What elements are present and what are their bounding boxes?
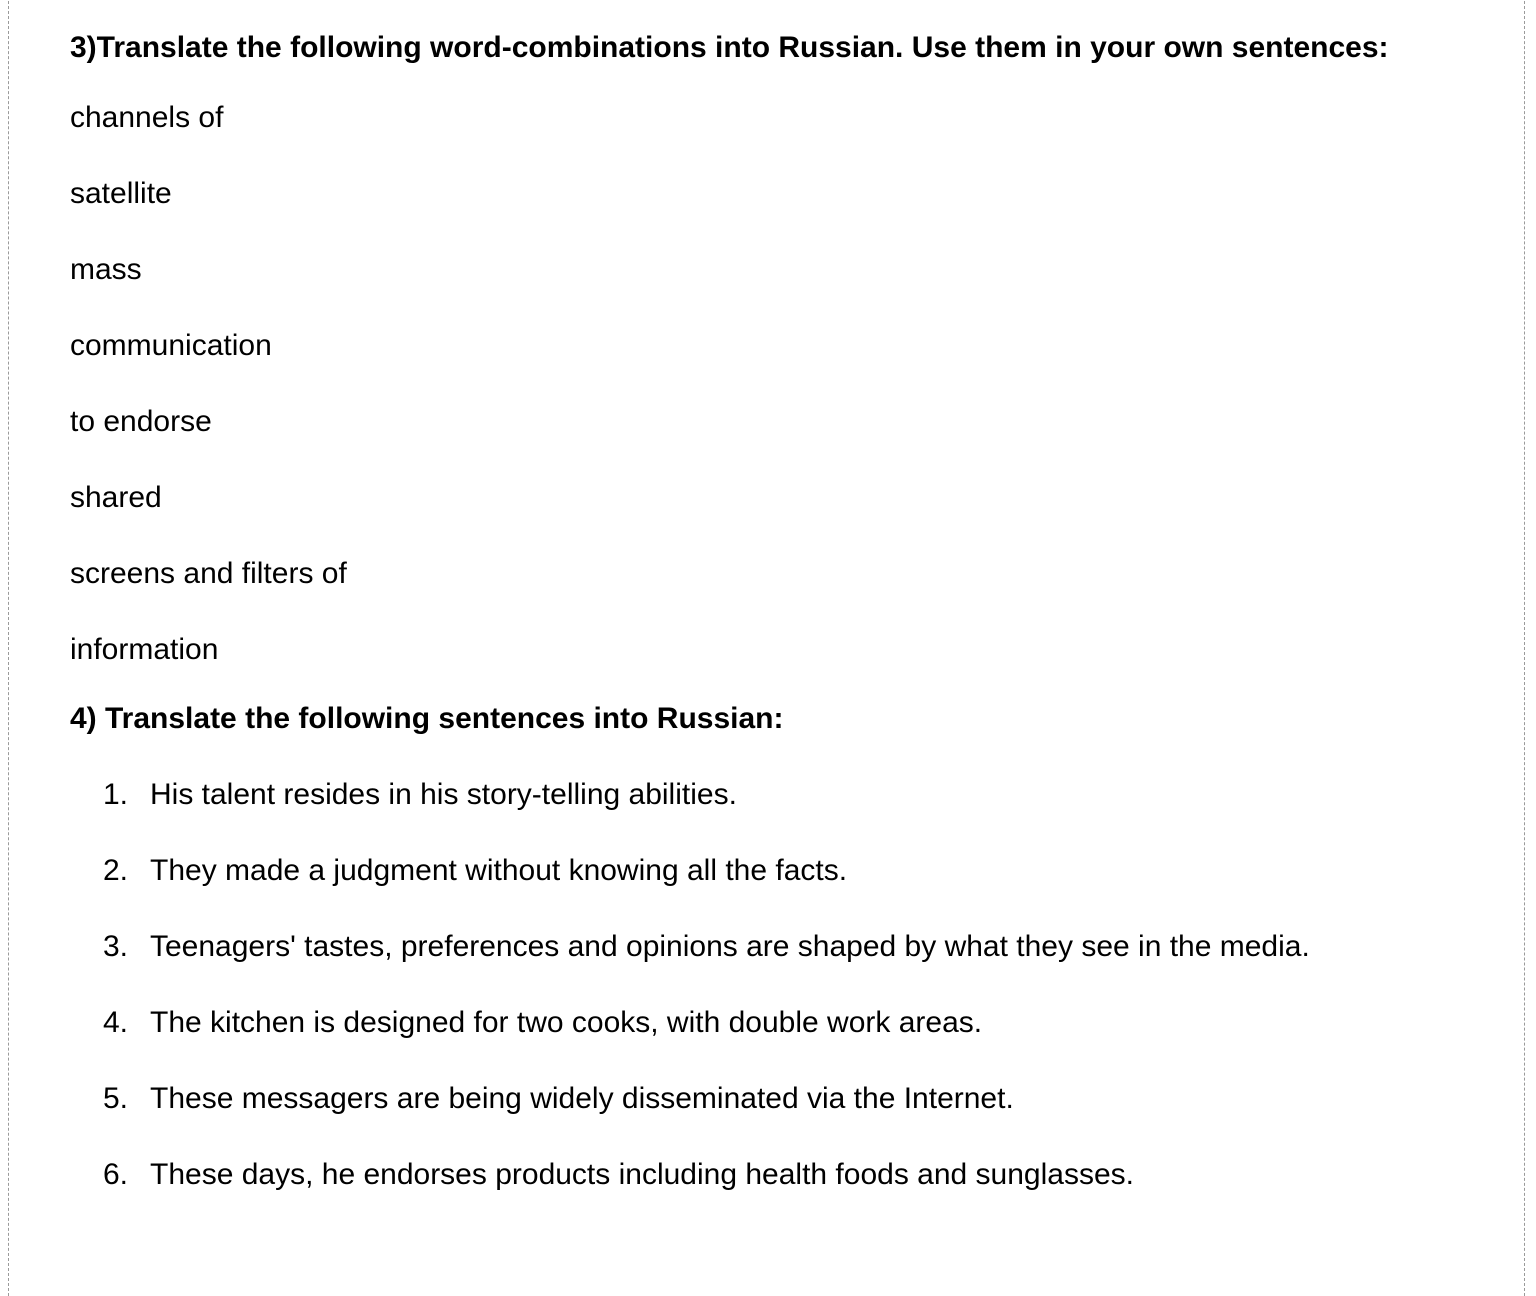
list-item: shared [70,481,162,514]
sentence-item [70,1081,1490,1117]
list-item: communication [70,329,272,362]
list-item: satellite [70,177,172,210]
sentence-number: 4. [103,1006,129,1039]
sentence-text: These messagers are being widely disseminated via the Internet. [150,1082,1014,1115]
section-3-heading: 3)Translate the following word-combinations into Russian. Use them in your own sentences: [70,31,1389,64]
word-combination-list [70,100,1490,668]
sentence-number: 2. [103,854,129,887]
list-item: channels of [70,101,224,134]
sentence-text: The kitchen is designed for two cooks, with double work areas. [150,1006,983,1039]
sentence-text: These days, he endorses products including health foods and sunglasses. [150,1158,1134,1191]
sentence-number: 3. [103,930,129,963]
list-item: information [70,633,219,666]
sentence-number: 5. [103,1082,129,1115]
sentence-item [70,777,1490,813]
sentence-text: Teenagers' tastes, preferences and opinions are shaped by what they see in the media. [150,930,1310,963]
section-4-heading: 4) Translate the following sentences into Russian: [70,702,784,735]
sentence-number: 6. [103,1158,129,1191]
sentence-number: 1. [103,778,129,811]
document-content [70,0,1490,1193]
sentence-list [70,777,1490,1193]
sentence-item [70,853,1490,889]
sentence-text: They made a judgment without knowing all the facts. [150,854,848,887]
sentence-text: His talent resides in his story-telling abilities. [150,778,737,811]
sentence-item [70,1005,1490,1041]
list-item: mass [70,253,142,286]
sentence-item [70,1157,1490,1193]
list-item: screens and filters of [70,557,347,590]
sentence-item [70,929,1490,965]
list-item: to endorse [70,405,212,438]
